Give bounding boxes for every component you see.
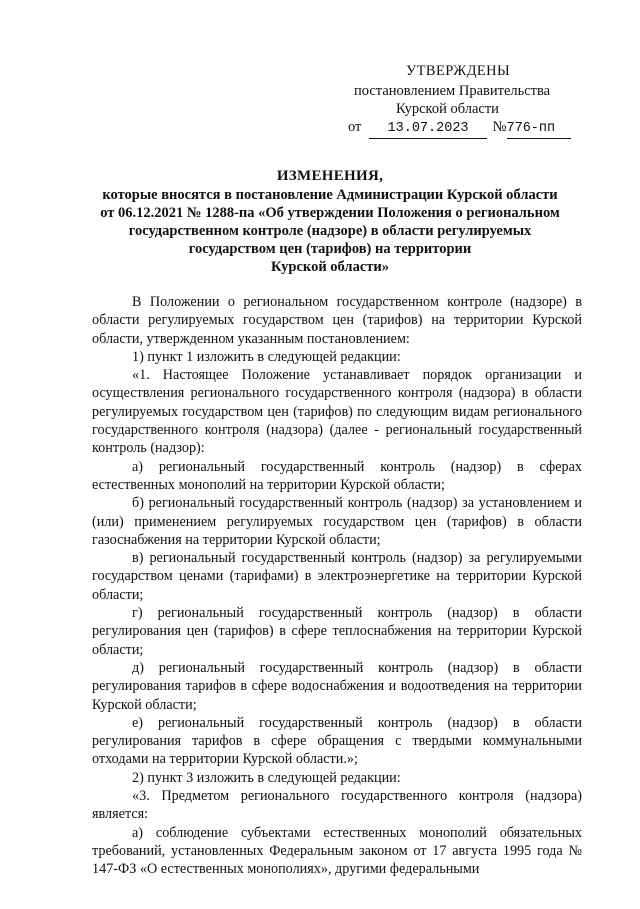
heading-line: государственном контроле (надзоре) в области регулируемых	[128, 223, 532, 239]
body-paragraph: «3. Предметом регионального государственного контроля (надзора) является:	[92, 788, 582, 823]
approval-date-row	[348, 118, 571, 139]
approval-number: 776-пп	[507, 120, 571, 139]
body-paragraph: 2) пункт 3 изложить в следующей редакции:	[132, 769, 401, 786]
document-heading	[80, 167, 580, 276]
heading-title: ИЗМЕНЕНИЯ,	[276, 168, 384, 184]
body-paragraph: а) региональный государственный контроль (надзор) в сферах естественных монополий на территории Курской области;	[92, 458, 582, 493]
body-paragraph: в) региональный государственный контроль (надзор) за регулируемыми государством ценами (тарифами) в электроэнергетике на территории Курской области;	[92, 550, 582, 603]
date-prefix: от	[348, 119, 362, 135]
body-paragraph: е) региональный государственный контроль (надзор) в области регулирования тарифов в сфере обращения с твердыми коммунальными отходами на территории Курской области.»;	[92, 714, 582, 768]
body-paragraph: д) региональный государственный контроль (надзор) в области регулирования тарифов в сфере водоснабжения и водоотведения на территории Курской области;	[92, 659, 582, 713]
approval-date: 13.07.2023	[369, 120, 487, 139]
body-paragraph: «1. Настоящее Положение устанавливает порядок организации и осуществления регионального государственного контроля (надзора) в области регулируемых государством цен (тарифов) по следующим видам регионального государственного контроля (надзора) (далее - региональный государственный контроль (надзор):	[92, 367, 582, 457]
body-paragraph: г) региональный государственный контроль (надзор) в области регулирования цен (тарифов) в сфере теплоснабжения на территории Курской области;	[92, 605, 582, 658]
body-paragraph: б) региональный государственный контроль (надзор) за установлением и (или) применением регулируемых государством цен (тарифов) в области газоснабжения на территории Курской области;	[92, 495, 582, 548]
heading-line: которые вносятся в постановление Администрации Курской области	[102, 187, 558, 203]
number-sign: №	[492, 119, 507, 135]
approval-region-line: Курской области	[396, 101, 499, 117]
heading-line: Курской области»	[271, 259, 389, 275]
approval-title: УТВЕРЖДЕНЫ	[406, 63, 511, 79]
heading-line: от 06.12.2021 № 1288-па «Об утверждении Положения о региональном	[100, 205, 560, 221]
document-body	[92, 293, 582, 879]
approval-issuer-line: постановлением Правительства	[354, 83, 551, 99]
heading-line: государством цен (тарифов) на территории	[188, 241, 472, 257]
body-paragraph: 1) пункт 1 изложить в следующей редакции:	[132, 348, 401, 365]
body-paragraph: В Положении о региональном государственном контроле (надзоре) в области регулируемых государством цен (тарифов) на территории Курской области, утвержденном указанным постановлением:	[92, 294, 582, 347]
body-paragraph: а) соблюдение субъектами естественных монополий обязательных требований, установленных Федеральным законом от 17 августа 1995 года № 147-ФЗ «О естественных монополиях», другими федеральными	[92, 824, 582, 878]
